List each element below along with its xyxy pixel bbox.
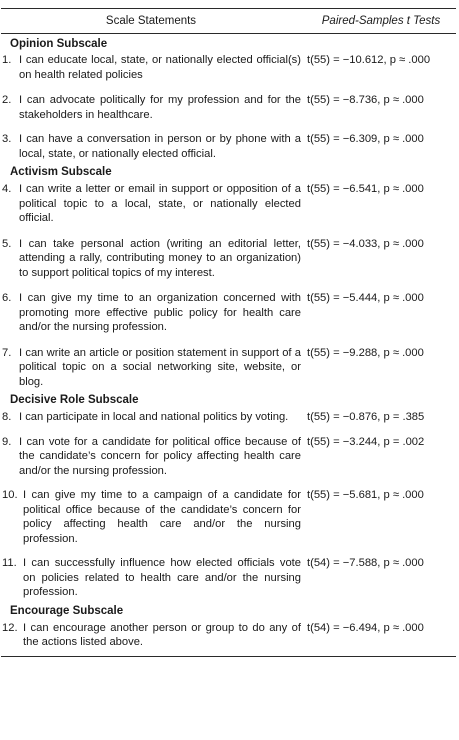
table-row <box>1 182 456 226</box>
bottom-rule <box>1 656 456 657</box>
item-number: 2. <box>2 94 12 106</box>
scale-statement: I can give my time to a campaign of a candidate for political office because of the candidate’s concern for policy affecting health care and/or the nursing profession. <box>23 489 301 545</box>
subscale-heading: Activism Subscale <box>10 166 112 178</box>
table-row <box>1 346 456 390</box>
scale-statement: I can vote for a candidate for political office because of the candidate’s concern for policy affecting health care and/or the nursing profession. <box>19 435 301 477</box>
item-number: 8. <box>2 411 12 423</box>
table-row <box>1 53 456 82</box>
item-number: 11. <box>2 557 17 569</box>
results-table <box>1 8 456 657</box>
scale-statement: I can educate local, state, or nationally elected official(s) on health related policies <box>19 54 301 81</box>
scale-statement: I can give my time to an organization concerned with promoting more effective public policy for health care and/or the nursing profession. <box>19 292 301 333</box>
t-test-result: t(55) = −5.681, p ≈ .000 <box>307 489 424 501</box>
table-header <box>1 9 456 33</box>
table-row <box>1 237 456 281</box>
scale-statement: I can encourage another person or group to do any of the actions listed above. <box>23 621 301 648</box>
t-test-result: t(55) = −8.736, p ≈ .000 <box>307 94 424 106</box>
item-number: 12. <box>2 621 18 634</box>
header-paired-t-tests: Paired-Samples t Tests <box>321 15 441 27</box>
table-row <box>1 93 456 122</box>
table-row <box>1 410 456 425</box>
header-scale-statements: Scale Statements <box>105 15 197 27</box>
t-test-result: t(55) = −3.244, p = .002 <box>307 435 425 448</box>
table-row <box>1 621 456 650</box>
scale-statement: I can participate in local and national politics by voting. <box>19 411 289 423</box>
item-number: 9. <box>2 435 12 448</box>
table-body <box>1 38 456 650</box>
t-test-result: t(55) = −6.541, p ≈ .000 <box>307 183 424 195</box>
item-number: 1. <box>2 54 12 66</box>
scale-statement: I can have a conversation in person or by phone with a local, state, or nationally elected official. <box>19 133 301 160</box>
subscale-heading: Decisive Role Subscale <box>10 394 139 406</box>
subscale-heading: Opinion Subscale <box>10 38 108 50</box>
table-row <box>1 291 456 335</box>
scale-statement: I can write an article or position statement in support of a political topic on a social networking site, website, or blog. <box>19 346 301 388</box>
scale-statement: I can take personal action (writing an editorial letter, attending a rally, contributing money to an organization) to support political topics of my interest. <box>19 237 301 279</box>
t-test-result: t(54) = −7.588, p ≈ .000 <box>307 557 424 569</box>
t-test-result: t(55) = −10.612, p ≈ .000 <box>307 54 431 66</box>
header-rule <box>1 33 456 34</box>
item-number: 10. <box>2 489 18 501</box>
t-test-result: t(55) = −5.444, p ≈ .000 <box>307 292 424 304</box>
t-test-result: t(54) = −6.494, p ≈ .000 <box>307 621 424 634</box>
t-test-result: t(55) = −4.033, p ≈ .000 <box>307 237 424 250</box>
t-test-result: t(55) = −9.288, p ≈ .000 <box>307 346 424 359</box>
table-row <box>1 435 456 479</box>
item-number: 5. <box>2 237 12 250</box>
scale-statement: I can successfully influence how elected officials vote on policies related to health care and/or the nursing profession. <box>23 557 301 598</box>
t-test-result: t(55) = −6.309, p ≈ .000 <box>307 133 424 145</box>
table-row <box>1 488 456 546</box>
scale-statement: I can write a letter or email in support or opposition of a political topic to a local, state, or nationally elected official. <box>19 183 301 224</box>
t-test-result: t(55) = −0.876, p = .385 <box>307 411 425 423</box>
item-number: 4. <box>2 183 12 195</box>
item-number: 7. <box>2 346 12 359</box>
table-row <box>1 132 456 161</box>
item-number: 3. <box>2 133 12 145</box>
item-number: 6. <box>2 292 12 304</box>
scale-statement: I can advocate politically for my profession and for the stakeholders in healthcare. <box>19 94 301 121</box>
table-row <box>1 556 456 600</box>
subscale-heading: Encourage Subscale <box>10 604 124 617</box>
